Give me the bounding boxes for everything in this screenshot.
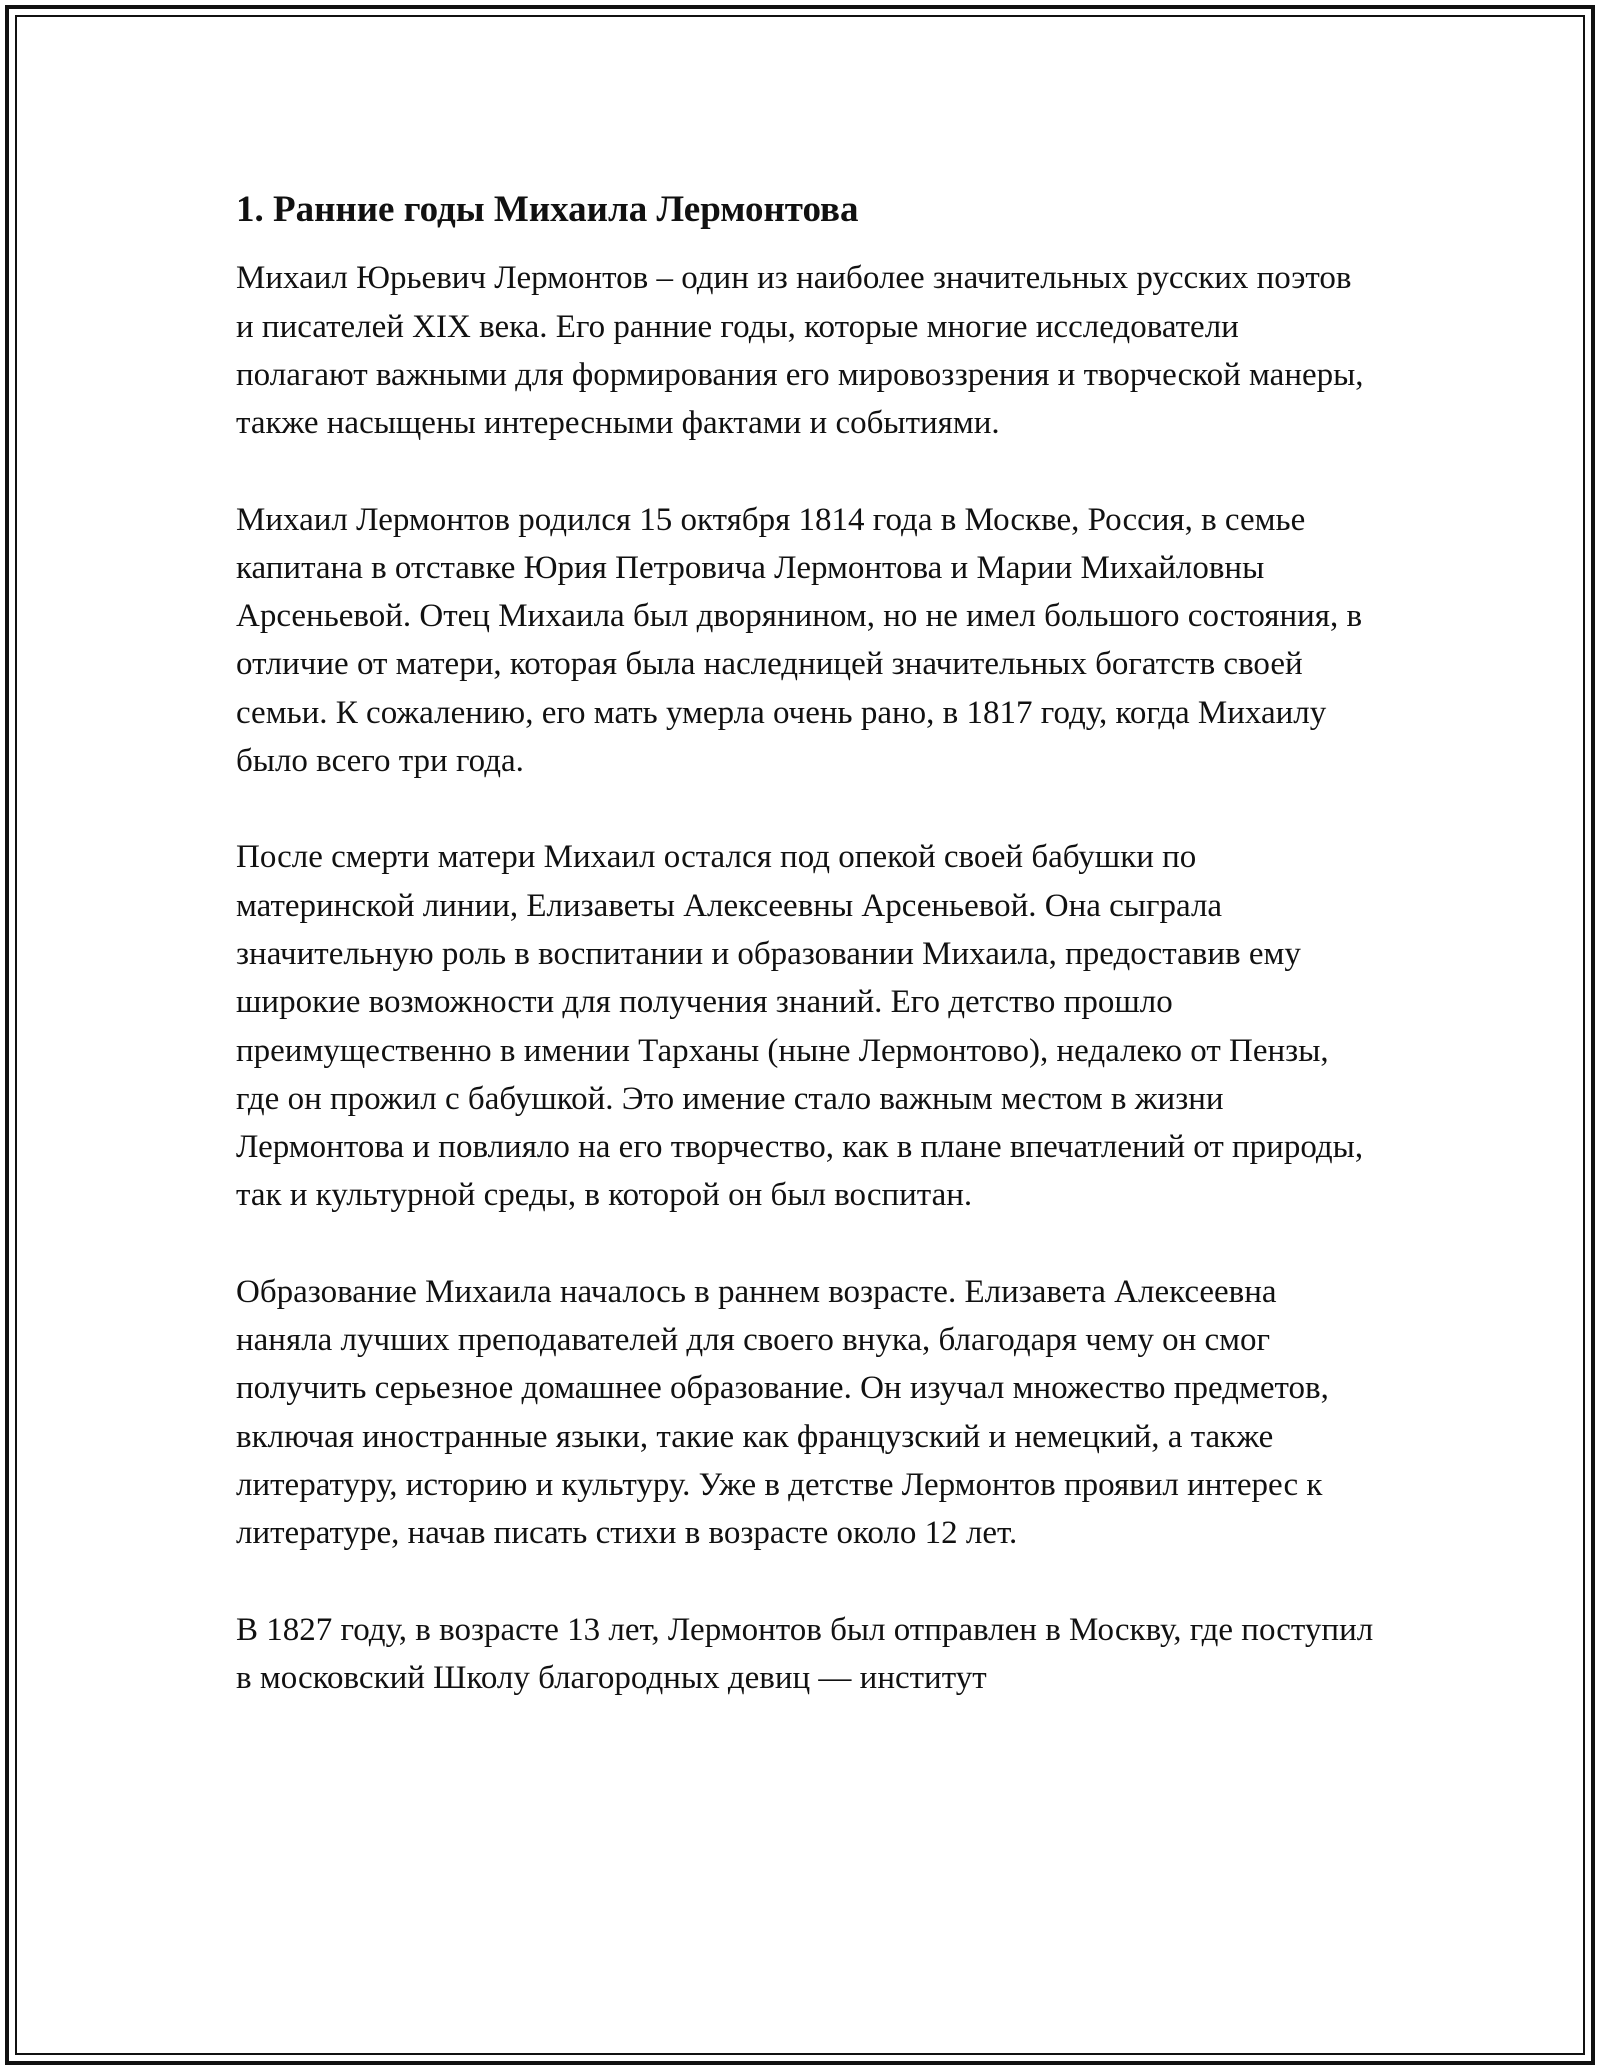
paragraph-birth: Михаил Лермонтов родился 15 октября 1814 года в Москве, Россия, в семье капитана в отставке Юрия Петровича Лермонтова и Марии Михайловны Арсеньевой. Отец Михаила был дворянином, но не имел большого состояния, в отличие от матери, которая была наследницей значительных богатств своей семьи. К сожалению, его мать умерла очень рано, в 1817 году, когда Михаилу было всего три года. [236,501,1363,780]
document-body [236,188,1376,1750]
paragraph-moscow: В 1827 году, в возрасте 13 лет, Лермонтов был отправлен в Москву, где поступил в московский Школу благородных девиц — институт [236,1611,1374,1696]
paragraph-intro: Михаил Юрьевич Лермонтов – один из наиболее значительных русских поэтов и писателей XIX века. Его ранние годы, которые многие исследователи полагают важными для формирования его мировоззрения и творческой манеры, также насыщены интересными фактами и событиями. [236,260,1364,442]
paragraph-grandmother: После смерти матери Михаил остался под опекой своей бабушки по материнской линии, Елизаветы Алексеевны Арсеньевой. Она сыграла значительную роль в воспитании и образовании Михаила, предоставив ему широкие возможности для получения знаний. Его детство прошло преимущественно в имении Тарханы (ныне Лермонтово), недалеко от Пензы, где он прожил с бабушкой. Это имение стало важным местом в жизни Лермонтова и повлияло на его творчество, как в плане впечатлений от природы, так и культурной среды, в которой он был воспитан. [236,839,1364,1214]
section-heading: 1. Ранние годы Михаила Лермонтова [236,189,859,230]
paragraph-education: Образование Михаила началось в раннем возрасте. Елизавета Алексеевна наняла лучших преподавателей для своего внука, благодаря чему он смог получить серьезное домашнее образование. Он изучал множество предметов, включая иностранные языки, такие как французский и немецкий, а также литературу, историю и культуру. Уже в детстве Лермонтов проявил интерес к литературе, начав писать стихи в возрасте около 12 лет. [236,1273,1329,1552]
